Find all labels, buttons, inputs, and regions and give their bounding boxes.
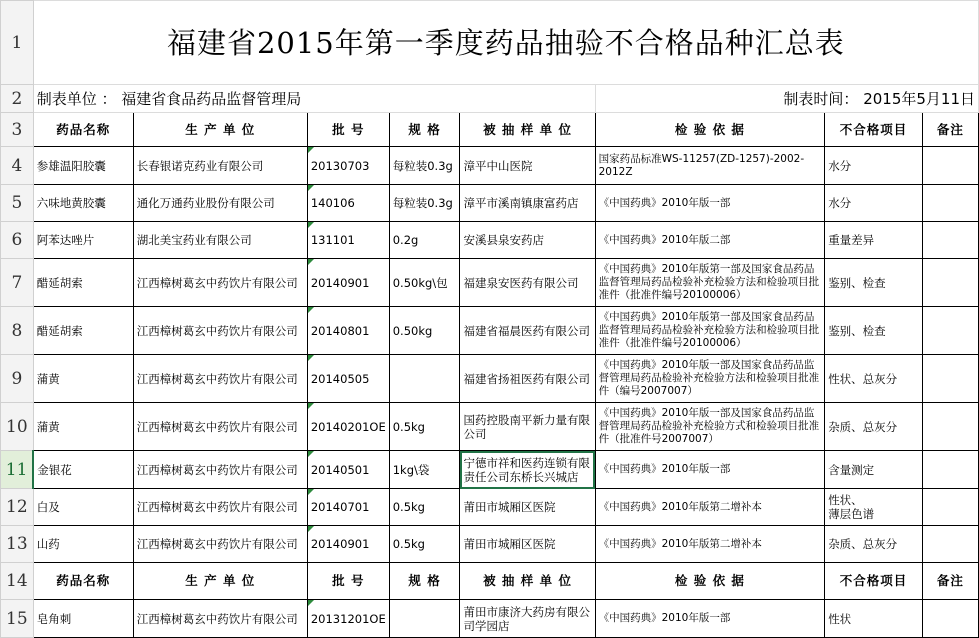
- table-row: [1, 259, 979, 307]
- basis-cell[interactable]: 《中国药典》2010年版一部: [595, 451, 825, 489]
- header-cell[interactable]: 备注: [922, 113, 978, 147]
- drug-name-cell[interactable]: 山药: [33, 526, 133, 563]
- drug-name-cell[interactable]: 蒲黄: [33, 355, 133, 403]
- note-cell[interactable]: [922, 355, 978, 403]
- table-row: [1, 222, 979, 259]
- maker-cell[interactable]: 江西樟树葛玄中药饮片有限公司: [133, 355, 307, 403]
- sampled-unit-cell[interactable]: 莆田市城厢区医院: [460, 489, 595, 526]
- row-header[interactable]: 1: [1, 1, 34, 85]
- fail-item-cell[interactable]: 杂质、总灰分: [825, 526, 923, 563]
- table-row: [1, 526, 979, 563]
- table-time[interactable]: 制表时间： 2015年5月11日: [595, 85, 978, 113]
- sampled-unit-cell[interactable]: 国药控股南平新力量有限公司: [460, 403, 595, 451]
- table-row: [1, 355, 979, 403]
- row-header[interactable]: 9: [1, 355, 34, 403]
- sampled-unit-cell[interactable]: 福建泉安医药有限公司: [460, 259, 595, 307]
- batch-cell[interactable]: 20140501: [307, 451, 389, 489]
- row-header[interactable]: 14: [1, 563, 34, 600]
- sheet-title[interactable]: 福建省2015年第一季度药品抽验不合格品种汇总表: [33, 1, 978, 85]
- row-header[interactable]: 6: [1, 222, 34, 259]
- basis-cell[interactable]: 《中国药典》2010年版二部: [595, 222, 825, 259]
- header-cell[interactable]: 被 抽 样 单 位: [460, 563, 595, 600]
- header-cell[interactable]: 规 格: [389, 113, 460, 147]
- sampled-unit-cell[interactable]: 安溪县泉安药店: [460, 222, 595, 259]
- sampled-unit-cell[interactable]: 福建省福晨医药有限公司: [460, 307, 595, 355]
- fail-item-cell[interactable]: 鉴别、检查: [825, 307, 923, 355]
- fail-item-cell[interactable]: 鉴别、检查: [825, 259, 923, 307]
- note-cell[interactable]: [922, 307, 978, 355]
- drug-name-cell[interactable]: 醋延胡索: [33, 307, 133, 355]
- basis-cell[interactable]: 《中国药典》2010年版一部: [595, 185, 825, 222]
- drug-name-cell[interactable]: 六味地黄胶囊: [33, 185, 133, 222]
- row-header[interactable]: 2: [1, 85, 34, 113]
- drug-name-cell[interactable]: 皂角刺: [33, 600, 133, 638]
- sampled-unit-cell[interactable]: 福建省扬祖医药有限公司: [460, 355, 595, 403]
- drug-name-cell[interactable]: 醋延胡索: [33, 259, 133, 307]
- spec-cell[interactable]: 0.2g: [389, 222, 460, 259]
- header-cell[interactable]: 批 号: [307, 113, 389, 147]
- header-cell[interactable]: 药品名称: [33, 563, 133, 600]
- row-header[interactable]: 3: [1, 113, 34, 147]
- sampled-unit-cell[interactable]: 莆田市城厢区医院: [460, 526, 595, 563]
- maker-cell[interactable]: 江西樟树葛玄中药饮片有限公司: [133, 403, 307, 451]
- spec-cell[interactable]: 每粒装0.3g: [389, 185, 460, 222]
- header-cell[interactable]: 不合格项目: [825, 113, 923, 147]
- header-cell[interactable]: 检 验 依 据: [595, 113, 825, 147]
- maker-cell[interactable]: 江西樟树葛玄中药饮片有限公司: [133, 451, 307, 489]
- note-cell[interactable]: [922, 489, 978, 526]
- batch-cell[interactable]: 20140701: [307, 489, 389, 526]
- spec-cell[interactable]: 1kg\袋: [389, 451, 460, 489]
- note-cell[interactable]: [922, 259, 978, 307]
- header-cell[interactable]: 规 格: [389, 563, 460, 600]
- maker-cell[interactable]: 江西樟树葛玄中药饮片有限公司: [133, 307, 307, 355]
- header-cell[interactable]: 生 产 单 位: [133, 113, 307, 147]
- basis-cell[interactable]: 《中国药典》2010年版第二增补本: [595, 526, 825, 563]
- note-cell[interactable]: [922, 403, 978, 451]
- spec-cell[interactable]: 0.50kg: [389, 307, 460, 355]
- basis-cell[interactable]: 《中国药典》2010年版一部: [595, 600, 825, 638]
- row-header[interactable]: 12: [1, 489, 34, 526]
- spec-cell[interactable]: 0.50kg\包: [389, 259, 460, 307]
- batch-cell[interactable]: 140106: [307, 185, 389, 222]
- fail-item-cell[interactable]: 水分: [825, 147, 923, 185]
- header-row: [1, 563, 979, 600]
- table-row: [1, 489, 979, 526]
- basis-cell[interactable]: 国家药品标准WS-11257(ZD-1257)-2002-2012Z: [595, 147, 825, 185]
- table-unit[interactable]: 制表单位 ： 福建省食品药品监督管理局: [33, 85, 595, 113]
- sampled-unit-cell[interactable]: 莆田市康济大药房有限公司学园店: [460, 600, 595, 638]
- table-row: [1, 307, 979, 355]
- drug-name-cell[interactable]: 金银花: [33, 451, 133, 489]
- table-row: [1, 600, 979, 638]
- row-header[interactable]: 10: [1, 403, 34, 451]
- batch-cell[interactable]: 20140505: [307, 355, 389, 403]
- drug-name-cell[interactable]: 阿苯达唑片: [33, 222, 133, 259]
- note-cell[interactable]: [922, 451, 978, 489]
- batch-cell[interactable]: 20140901: [307, 259, 389, 307]
- basis-cell[interactable]: 《中国药典》2010年版第一部及国家食品药品监督管理局药品检验补充检验方法和检验项目批准件（批准件编号20100006）: [595, 307, 825, 355]
- row-header[interactable]: 13: [1, 526, 34, 563]
- fail-item-cell[interactable]: 性状: [825, 600, 923, 638]
- note-cell[interactable]: [922, 600, 978, 638]
- spec-cell[interactable]: [389, 600, 460, 638]
- header-cell[interactable]: 检 验 依 据: [595, 563, 825, 600]
- header-row: [1, 113, 979, 147]
- row-header[interactable]: 15: [1, 600, 34, 638]
- drug-name-cell[interactable]: 参雄温阳胶囊: [33, 147, 133, 185]
- fail-item-cell[interactable]: 性状、 薄层色谱: [825, 489, 923, 526]
- row-header[interactable]: 4: [1, 147, 34, 185]
- fail-item-cell[interactable]: 水分: [825, 185, 923, 222]
- maker-cell[interactable]: 长春银诺克药业有限公司: [133, 147, 307, 185]
- batch-cell[interactable]: 20131201OE: [307, 600, 389, 638]
- header-cell[interactable]: 批 号: [307, 563, 389, 600]
- table-row: [1, 451, 979, 489]
- row-header-selected[interactable]: 11: [1, 451, 34, 489]
- drug-name-cell[interactable]: 蒲黄: [33, 403, 133, 451]
- sampled-unit-cell-selected[interactable]: 宁德市祥和医药连锁有限责任公司东桥长兴城店: [460, 451, 595, 489]
- batch-cell[interactable]: 20140201OE: [307, 403, 389, 451]
- basis-cell[interactable]: 《中国药典》2010年版一部及国家食品药品监督管理局药品检验补充检验方式和检验项目批准件（批准件号2007007）: [595, 403, 825, 451]
- basis-cell[interactable]: 《中国药典》2010年版一部及国家食品药品监督管理局药品检验补充检验方法和检验项目批准件（编号2007007）: [595, 355, 825, 403]
- spec-cell[interactable]: 0.5kg: [389, 403, 460, 451]
- batch-cell[interactable]: 131101: [307, 222, 389, 259]
- maker-cell[interactable]: 江西樟树葛玄中药饮片有限公司: [133, 600, 307, 638]
- header-cell[interactable]: 生 产 单 位: [133, 563, 307, 600]
- row-header[interactable]: 5: [1, 185, 34, 222]
- fail-item-cell[interactable]: 性状、总灰分: [825, 355, 923, 403]
- row-header[interactable]: 8: [1, 307, 34, 355]
- note-cell[interactable]: [922, 526, 978, 563]
- note-cell[interactable]: [922, 222, 978, 259]
- note-cell[interactable]: [922, 185, 978, 222]
- maker-cell[interactable]: 湖北美宝药业有限公司: [133, 222, 307, 259]
- maker-cell[interactable]: 江西樟树葛玄中药饮片有限公司: [133, 489, 307, 526]
- maker-cell[interactable]: 通化万通药业股份有限公司: [133, 185, 307, 222]
- row-header[interactable]: 7: [1, 259, 34, 307]
- spec-cell[interactable]: [389, 355, 460, 403]
- batch-cell[interactable]: 20130703: [307, 147, 389, 185]
- drug-name-cell[interactable]: 白及: [33, 489, 133, 526]
- header-cell[interactable]: 备注: [922, 563, 978, 600]
- fail-item-cell[interactable]: 杂质、总灰分: [825, 403, 923, 451]
- sampled-unit-cell[interactable]: 漳平市溪南镇康富药店: [460, 185, 595, 222]
- table-row: [1, 185, 979, 222]
- header-cell[interactable]: 被 抽 样 单 位: [460, 113, 595, 147]
- note-cell[interactable]: [922, 147, 978, 185]
- spec-cell[interactable]: 0.5kg: [389, 526, 460, 563]
- basis-cell[interactable]: 《中国药典》2010年版第二增补本: [595, 489, 825, 526]
- fail-item-cell[interactable]: 含量测定: [825, 451, 923, 489]
- header-cell[interactable]: 药品名称: [33, 113, 133, 147]
- fail-item-cell[interactable]: 重量差异: [825, 222, 923, 259]
- sampled-unit-cell[interactable]: 漳平中山医院: [460, 147, 595, 185]
- spec-cell[interactable]: 每粒装0.3g: [389, 147, 460, 185]
- header-cell[interactable]: 不合格项目: [825, 563, 923, 600]
- maker-cell[interactable]: 江西樟树葛玄中药饮片有限公司: [133, 259, 307, 307]
- batch-cell[interactable]: 20140801: [307, 307, 389, 355]
- maker-cell[interactable]: 江西樟树葛玄中药饮片有限公司: [133, 526, 307, 563]
- basis-cell[interactable]: 《中国药典》2010年版第一部及国家食品药品监督管理局药品检验补充检验方法和检验项目批准件（批准件编号20100006）: [595, 259, 825, 307]
- spec-cell[interactable]: 0.5kg: [389, 489, 460, 526]
- table-row: [1, 147, 979, 185]
- batch-cell[interactable]: 20140901: [307, 526, 389, 563]
- table-row: [1, 403, 979, 451]
